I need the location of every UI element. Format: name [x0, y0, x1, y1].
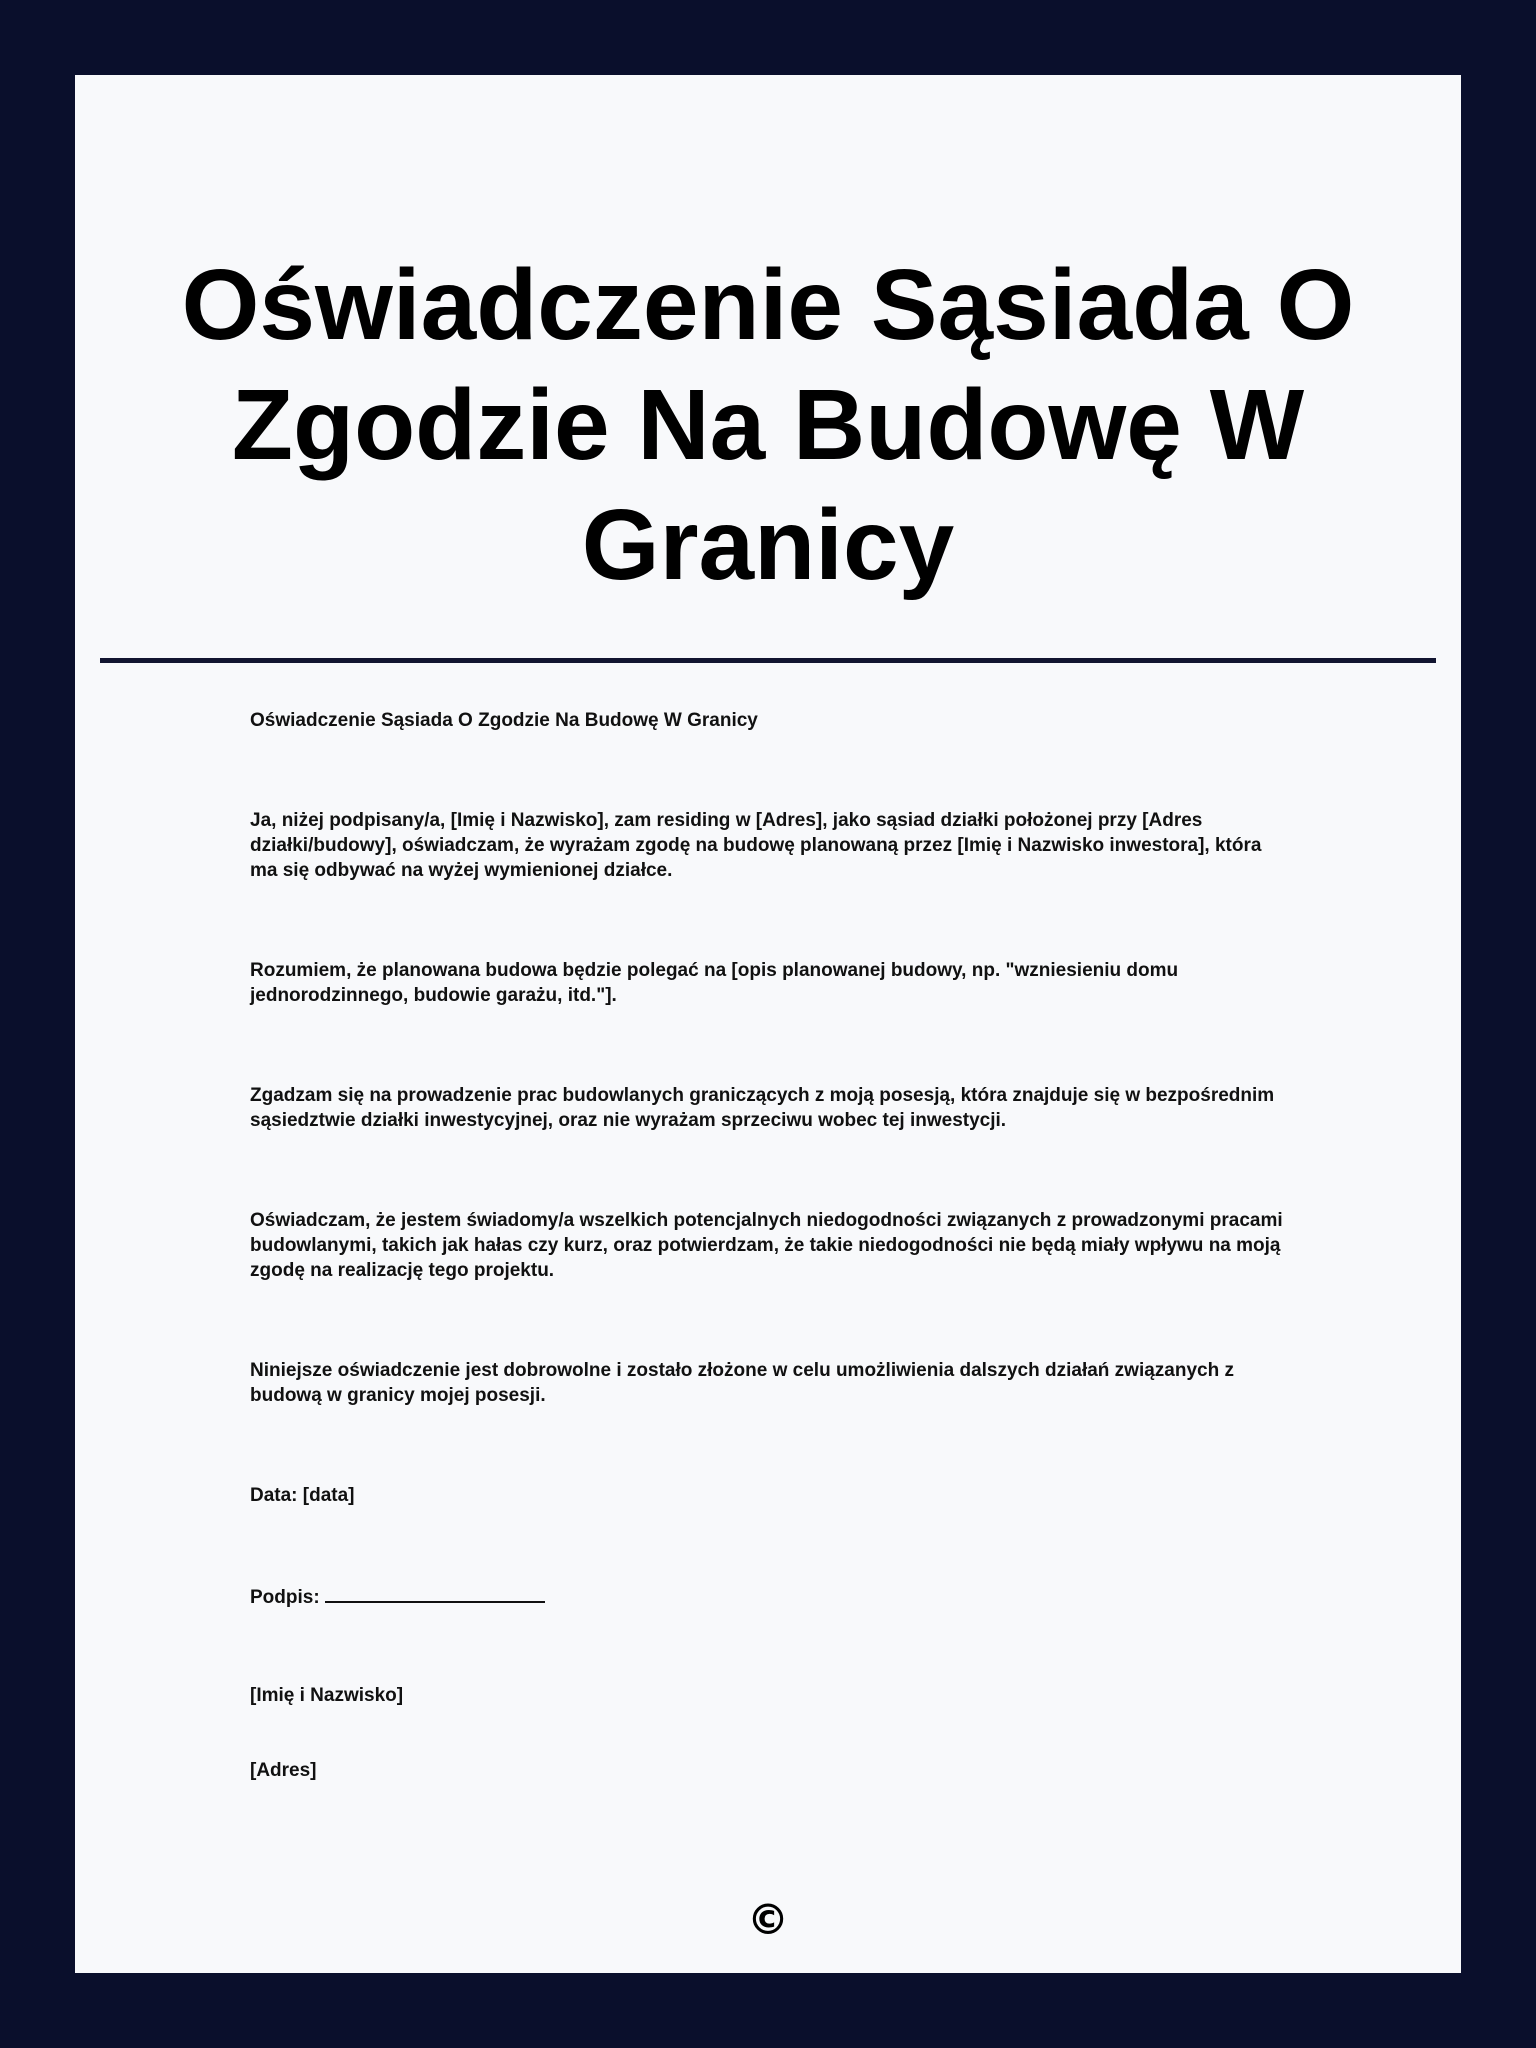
copyright-icon: © — [747, 1895, 789, 1944]
paragraph-construction-description: Rozumiem, że planowana budowa będzie polegać na [opis planowanej budowy, np. "wzniesieniu domu jednorodzinnego, budowie garażu, itd."]. — [250, 960, 1179, 1006]
document-page — [75, 75, 1461, 1973]
paragraph-consent: Ja, niżej podpisany/a, [Imię i Nazwisko], zam residing w [Adres], jako sąsiad działki położonej przy [Adres działki/budowy], oświadczam, że wyrażam zgodę na budowę planowaną przez [Imię i Nazwisko inwestora], która ma się odbywać na wyżej wymienionej działce. — [250, 810, 1262, 881]
page-title: Oświadczenie Sąsiada O Zgodzie Na Budowę W Granicy — [181, 249, 1355, 601]
date-line: Data: [data] — [250, 1485, 355, 1506]
address-placeholder: [Adres] — [250, 1760, 317, 1781]
paragraph-inconveniences: Oświadczam, że jestem świadomy/a wszelkich potencjalnych niedogodności związanych z prowadzonymi pracami budowlanymi, takich jak hałas czy kurz, oraz potwierdzam, że takie niedogodności nie będą miały wpływu na moją zgodę na realizację tego projektu. — [250, 1210, 1283, 1281]
document-heading: Oświadczenie Sąsiada O Zgodzie Na Budowę W Granicy — [250, 710, 758, 731]
signature-line — [250, 1583, 1290, 1610]
signature-blank — [325, 1583, 545, 1603]
paragraph-voluntary: Niniejsze oświadczenie jest dobrowolne i zostało złożone w celu umożliwienia dalszych działań związanych z budową w granicy mojej posesji. — [250, 1360, 1235, 1406]
signature-label: Podpis: — [250, 1587, 320, 1608]
paragraph-border-works: Zgadzam się na prowadzenie prac budowlanych graniczących z moją posesją, która znajduje się w bezpośrednim sąsiedztwie działki inwestycyjnej, oraz nie wyrażam sprzeciwu wobec tej inwestycji. — [250, 1085, 1275, 1131]
title-divider — [100, 658, 1436, 663]
name-placeholder: [Imię i Nazwisko] — [250, 1685, 404, 1706]
